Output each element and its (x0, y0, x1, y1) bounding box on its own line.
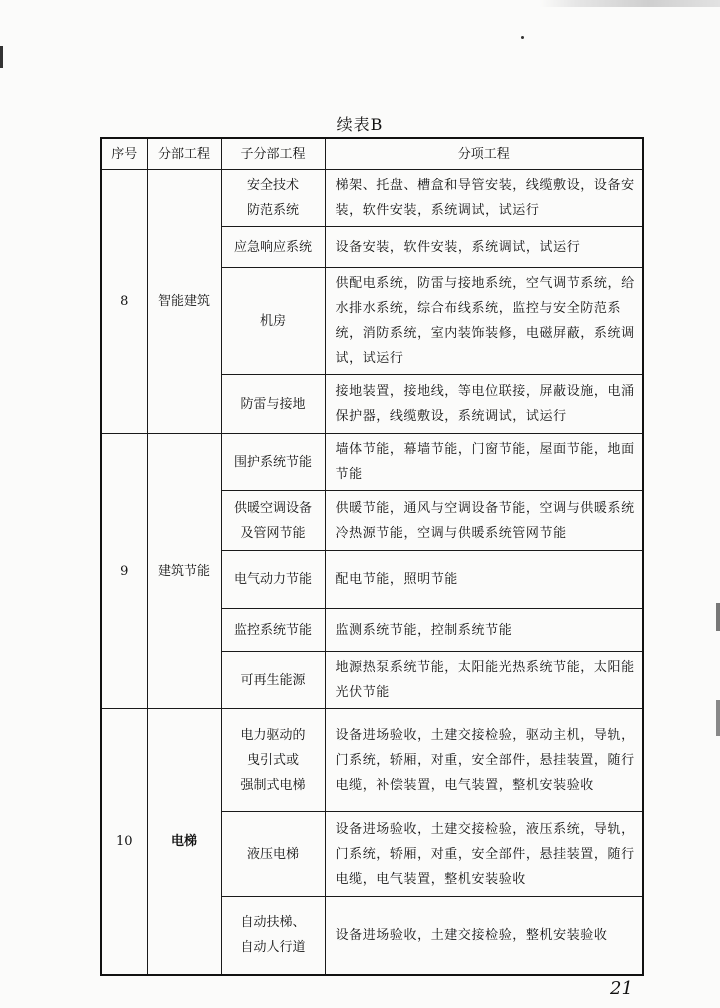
header-division: 分部工程 (147, 138, 221, 170)
subdivision-cell (221, 709, 325, 812)
subdivision-label: 安全技术 防范系统 (246, 178, 299, 218)
subdivision-cell (221, 897, 325, 975)
subdivision-label: 机房 (259, 313, 286, 329)
header-subdivision: 子分部工程 (221, 138, 325, 170)
header-items: 分项工程 (325, 138, 643, 170)
group-no: 8 (101, 170, 147, 434)
table-row (101, 434, 643, 491)
items-cell: 设备进场验收，土建交接检验，驱动主机，导轨，门系统，轿厢，对重，安全部件，悬挂装置，随行电缆，补偿装置，电气装置，整机安装验收 (325, 709, 643, 812)
subdivision-label: 电气动力节能 (233, 572, 312, 587)
group-no: 9 (101, 434, 147, 709)
subdivision-cell (221, 227, 325, 268)
subdivision-cell (221, 812, 325, 897)
subdivision-cell (221, 609, 325, 652)
subdivision-label: 电力驱动的 曳引式或 强制式电梯 (240, 727, 306, 793)
subdivision-cell (221, 434, 325, 491)
items-cell: 监测系统节能，控制系统节能 (325, 609, 643, 652)
items-cell: 供配电系统，防雷与接地系统，空气调节系统，给水排水系统，综合布线系统，监控与安全防范系统，消防系统，室内装饰装修，电磁屏蔽，系统调试，试运行 (325, 268, 643, 375)
subdivision-cell (221, 491, 325, 551)
page-number: 21 (610, 978, 633, 999)
subdivision-label: 自动扶梯、 自动人行道 (240, 915, 306, 956)
items-cell: 墙体节能，幕墙节能，门窗节能，屋面节能，地面节能 (325, 434, 643, 491)
table-title: 续表B (336, 115, 384, 134)
group-division: 智能建筑 (147, 170, 221, 434)
subdivision-label: 液压电梯 (246, 846, 299, 862)
scan-dot (521, 36, 524, 39)
items-cell: 接地装置，接地线，等电位联接，屏蔽设施，电涌保护器，线缆敷设，系统调试，试运行 (325, 375, 643, 434)
scan-edge-mark-right-1 (716, 603, 720, 631)
subdivision-label: 可再生能源 (240, 672, 306, 688)
group-division: 建筑节能 (147, 434, 221, 709)
subdivision-cell (221, 268, 325, 375)
subdivision-label: 供暖空调设备 及管网节能 (233, 500, 312, 541)
subdivision-cell (221, 375, 325, 434)
items-cell: 设备进场验收，土建交接检验，液压系统，导轨，门系统，轿厢，对重，安全部件，悬挂装置，随行电缆，电气装置，整机安装验收 (325, 812, 643, 897)
table-row (101, 170, 643, 227)
scan-edge-mark-right-2 (716, 700, 720, 736)
subdivision-label: 防雷与接地 (240, 396, 306, 412)
items-cell: 供暖节能，通风与空调设备节能，空调与供暖系统冷热源节能，空调与供暖系统管网节能 (325, 491, 643, 551)
group-division: 电梯 (147, 709, 221, 975)
subdivision-label: 监控系统节能 (233, 622, 312, 638)
division-table (100, 137, 644, 976)
subdivision-cell (221, 551, 325, 609)
subdivision-cell (221, 652, 325, 709)
items-cell: 设备进场验收，土建交接检验，整机安装验收 (325, 897, 643, 975)
scan-artifact-top (540, 0, 720, 7)
subdivision-label: 围护系统节能 (233, 454, 312, 470)
items-cell: 梯架、托盘、槽盒和导管安装，线缆敷设，设备安装，软件安装，系统调试，试运行 (325, 170, 643, 227)
items-cell: 设备安装，软件安装，系统调试，试运行 (325, 227, 643, 268)
items-cell: 配电节能，照明节能 (325, 551, 643, 609)
header-no: 序号 (101, 138, 147, 170)
subdivision-label: 应急响应系统 (233, 239, 312, 255)
subdivision-cell (221, 170, 325, 227)
table-row (101, 709, 643, 812)
scan-edge-mark (0, 46, 3, 68)
header-row (101, 138, 643, 170)
group-no: 10 (101, 709, 147, 975)
items-cell: 地源热泵系统节能，太阳能光热系统节能，太阳能光伏节能 (325, 652, 643, 709)
